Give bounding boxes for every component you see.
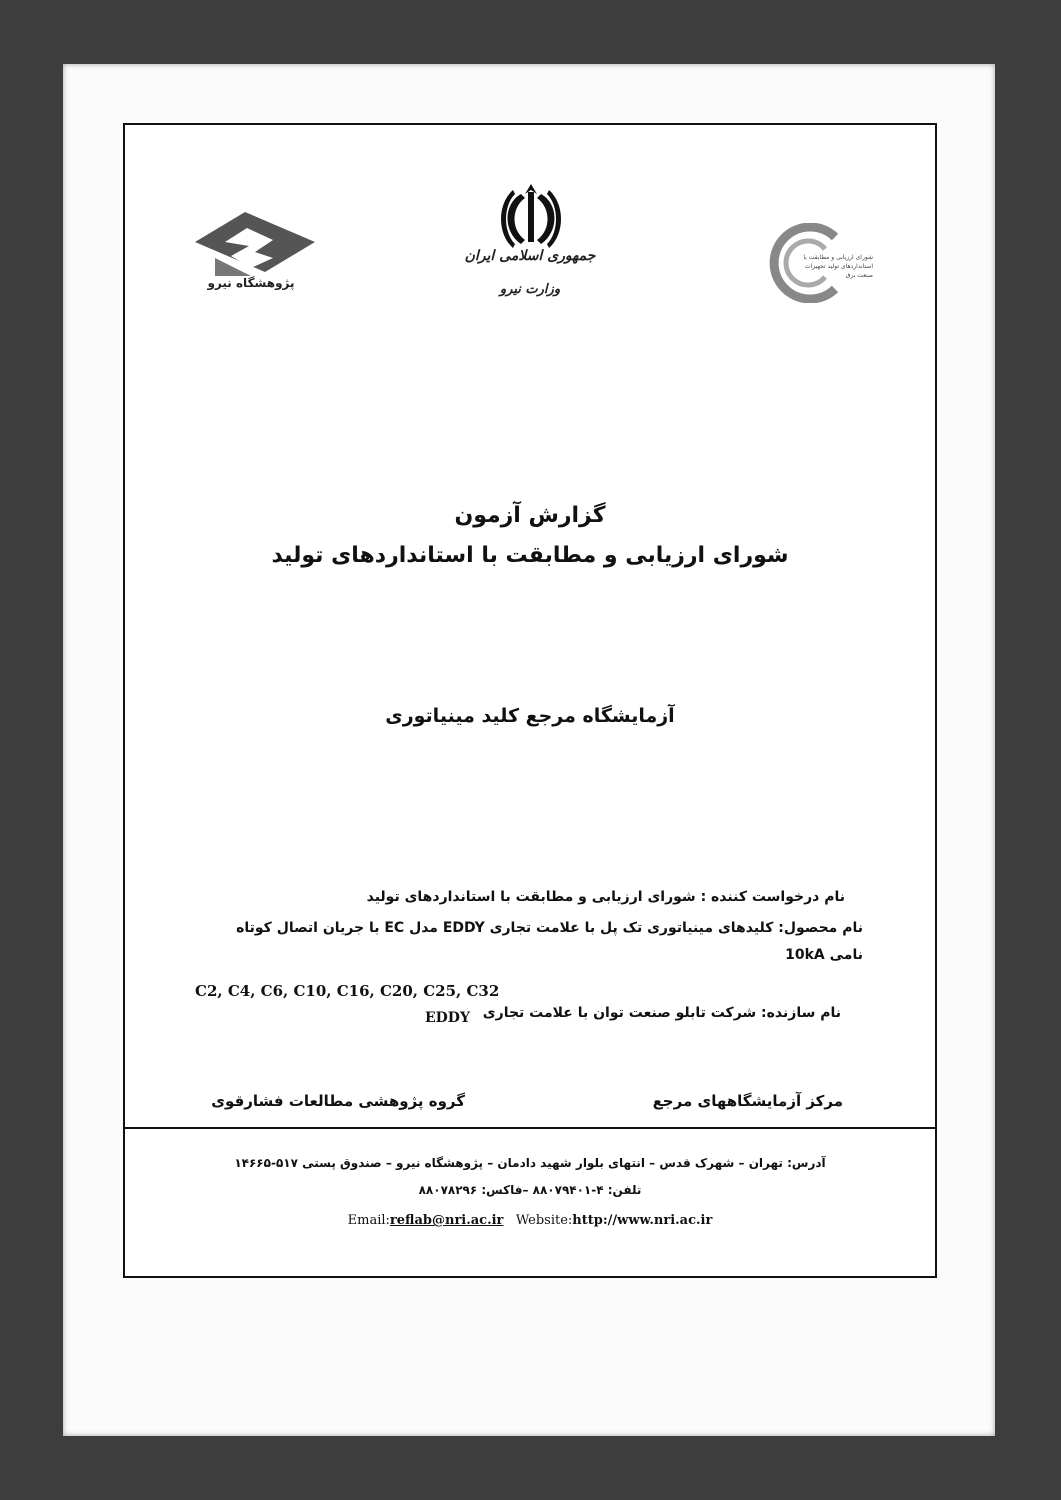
footer-divider xyxy=(125,1127,935,1129)
iran-emblem-icon xyxy=(495,180,567,250)
product-line-1: نام محصول: کلیدهای مینیاتوری تک پل با علامت تجاری EDDY مدل EC با جریان اتصال کوتاه xyxy=(236,920,863,936)
manufacturer-brand: EDDY xyxy=(425,1010,470,1026)
high-voltage-group: گروه پژوهشی مطالعات فشارقوی xyxy=(211,1092,465,1110)
emblem-country-text: جمهوری اسلامی ایران xyxy=(464,248,596,264)
laboratory-name: آزمایشگاه مرجع کلید مینیاتوری xyxy=(385,705,675,727)
footer-phone: تلفن: ۴-۸۸۰۷۹۴۰۱ –فاکس: ۸۸۰۷۸۲۹۶ xyxy=(418,1183,642,1197)
email-label: Email: xyxy=(347,1213,390,1228)
product-line-2: نامی 10kA xyxy=(785,947,863,963)
website-link[interactable]: http://www.nri.ac.ir xyxy=(572,1213,713,1228)
manufacturer-line-1: نام سازنده: شرکت تابلو صنعت توان با علامت تجاری xyxy=(482,1005,841,1021)
applicant-line: نام درخواست کننده : شورای ارزیابی و مطابقت با استانداردهای تولید xyxy=(366,889,845,905)
website-label: Website: xyxy=(515,1213,573,1228)
document-page xyxy=(123,123,937,1278)
product-models: C2, C4, C6, C10, C16, C20, C25, C32 xyxy=(195,982,500,1000)
footer-contact xyxy=(125,1213,935,1228)
report-subtitle: شورای ارزیابی و مطابقت با استانداردهای تولید xyxy=(271,543,789,568)
reference-labs-center: مرکز آزمایشگاههای مرجع xyxy=(652,1092,843,1110)
emblem-ministry-text: وزارت نیرو xyxy=(499,282,561,297)
email-link[interactable]: reflab@nri.ac.ir xyxy=(389,1213,504,1228)
nri-logo-label: پژوهشگاه نیرو xyxy=(207,276,295,290)
footer-address: آدرس: تهران – شهرک قدس – انتهای بلوار شهید دادمان – پژوهشگاه نیرو – صندوق پستی ۵۱۷-۱۴۶۶۵ xyxy=(234,1156,826,1170)
report-title: گزارش آزمون xyxy=(454,503,606,528)
council-logo-text: شورای ارزیابی و مطابقت با استانداردهای تولید تجهیزات صنعت برق xyxy=(803,254,873,279)
